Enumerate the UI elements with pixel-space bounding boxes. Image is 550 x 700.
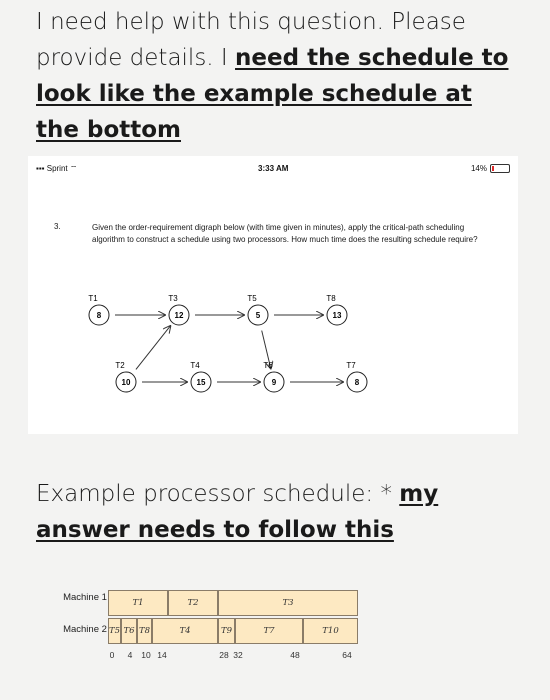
node-label: T6 <box>263 361 273 370</box>
machine-2-label: Machine 2 <box>63 624 107 635</box>
machine2-task-t4: T4 <box>152 618 218 644</box>
node-label: T2 <box>115 361 125 370</box>
node-t4 <box>190 361 211 392</box>
machine-1-label: Machine 1 <box>63 592 107 603</box>
schedule-tick: 32 <box>233 650 243 660</box>
note-mid-plain: Example processor schedule: * <box>36 481 400 507</box>
example-schedule <box>0 578 550 700</box>
machine2-task-t9: T9 <box>218 618 235 644</box>
question-number: 3. <box>54 222 61 231</box>
node-label: T3 <box>168 294 178 303</box>
note-top-emphasis: need the schedule to look like the example schedule at the bottom <box>36 45 509 143</box>
wifi-icon: ⌔ <box>69 164 78 173</box>
node-t2 <box>115 361 136 392</box>
node-label: T7 <box>346 361 356 370</box>
status-time: 3:33 AM <box>258 164 289 173</box>
node-value: 12 <box>174 311 184 320</box>
schedule-tick: 48 <box>290 650 300 660</box>
machine1-task-t2: T2 <box>168 590 218 616</box>
schedule-tick: 28 <box>219 650 229 660</box>
schedule-tick: 0 <box>109 650 115 660</box>
node-t5 <box>247 294 268 325</box>
node-t3 <box>168 294 189 325</box>
schedule-tick: 64 <box>342 650 352 660</box>
node-t6 <box>263 361 284 392</box>
note-mid-emphasis: my answer needs to follow this <box>36 481 439 543</box>
schedule-tick: 10 <box>141 650 151 660</box>
node-t7 <box>346 361 367 392</box>
node-label: T8 <box>326 294 336 303</box>
schedule-tick: 14 <box>157 650 167 660</box>
node-label: T4 <box>190 361 200 370</box>
node-value: 8 <box>354 378 360 387</box>
carrier-name: Sprint <box>46 164 68 173</box>
machine2-task-t8: T8 <box>137 618 152 644</box>
machine2-task-t6: T6 <box>121 618 137 644</box>
node-label: T5 <box>247 294 257 303</box>
machine2-task-t10: T10 <box>303 618 358 644</box>
battery-percent: 14% <box>470 164 487 173</box>
node-value: 5 <box>255 311 261 320</box>
order-requirement-digraph <box>28 156 518 434</box>
note-top-plain: I need help with this question. Please provide details. I <box>36 9 466 71</box>
edge-T2-T3 <box>136 326 170 369</box>
question-text: Given the order-requirement digraph below (with time given in minutes), apply the critical-path scheduling algorithm to construct a schedule using two processors. How much time does the resulting schedule require? <box>92 223 478 244</box>
node-value: 8 <box>96 311 102 320</box>
node-value: 10 <box>121 378 131 387</box>
node-t1 <box>88 294 109 325</box>
node-t8 <box>326 294 347 325</box>
machine1-task-t3: T3 <box>218 590 358 616</box>
node-label: T1 <box>88 294 98 303</box>
machine2-task-t5: T5 <box>108 618 121 644</box>
question-note-top <box>36 4 516 148</box>
machine2-task-t7: T7 <box>235 618 303 644</box>
question-note-example <box>36 476 516 548</box>
machine1-task-t1: T1 <box>108 590 168 616</box>
node-value: 9 <box>271 378 277 387</box>
phone-screenshot <box>28 156 518 434</box>
signal-icon: ▪▪▪ <box>36 164 47 173</box>
node-value: 13 <box>332 311 342 320</box>
schedule-tick: 4 <box>127 650 133 660</box>
node-value: 15 <box>196 378 206 387</box>
